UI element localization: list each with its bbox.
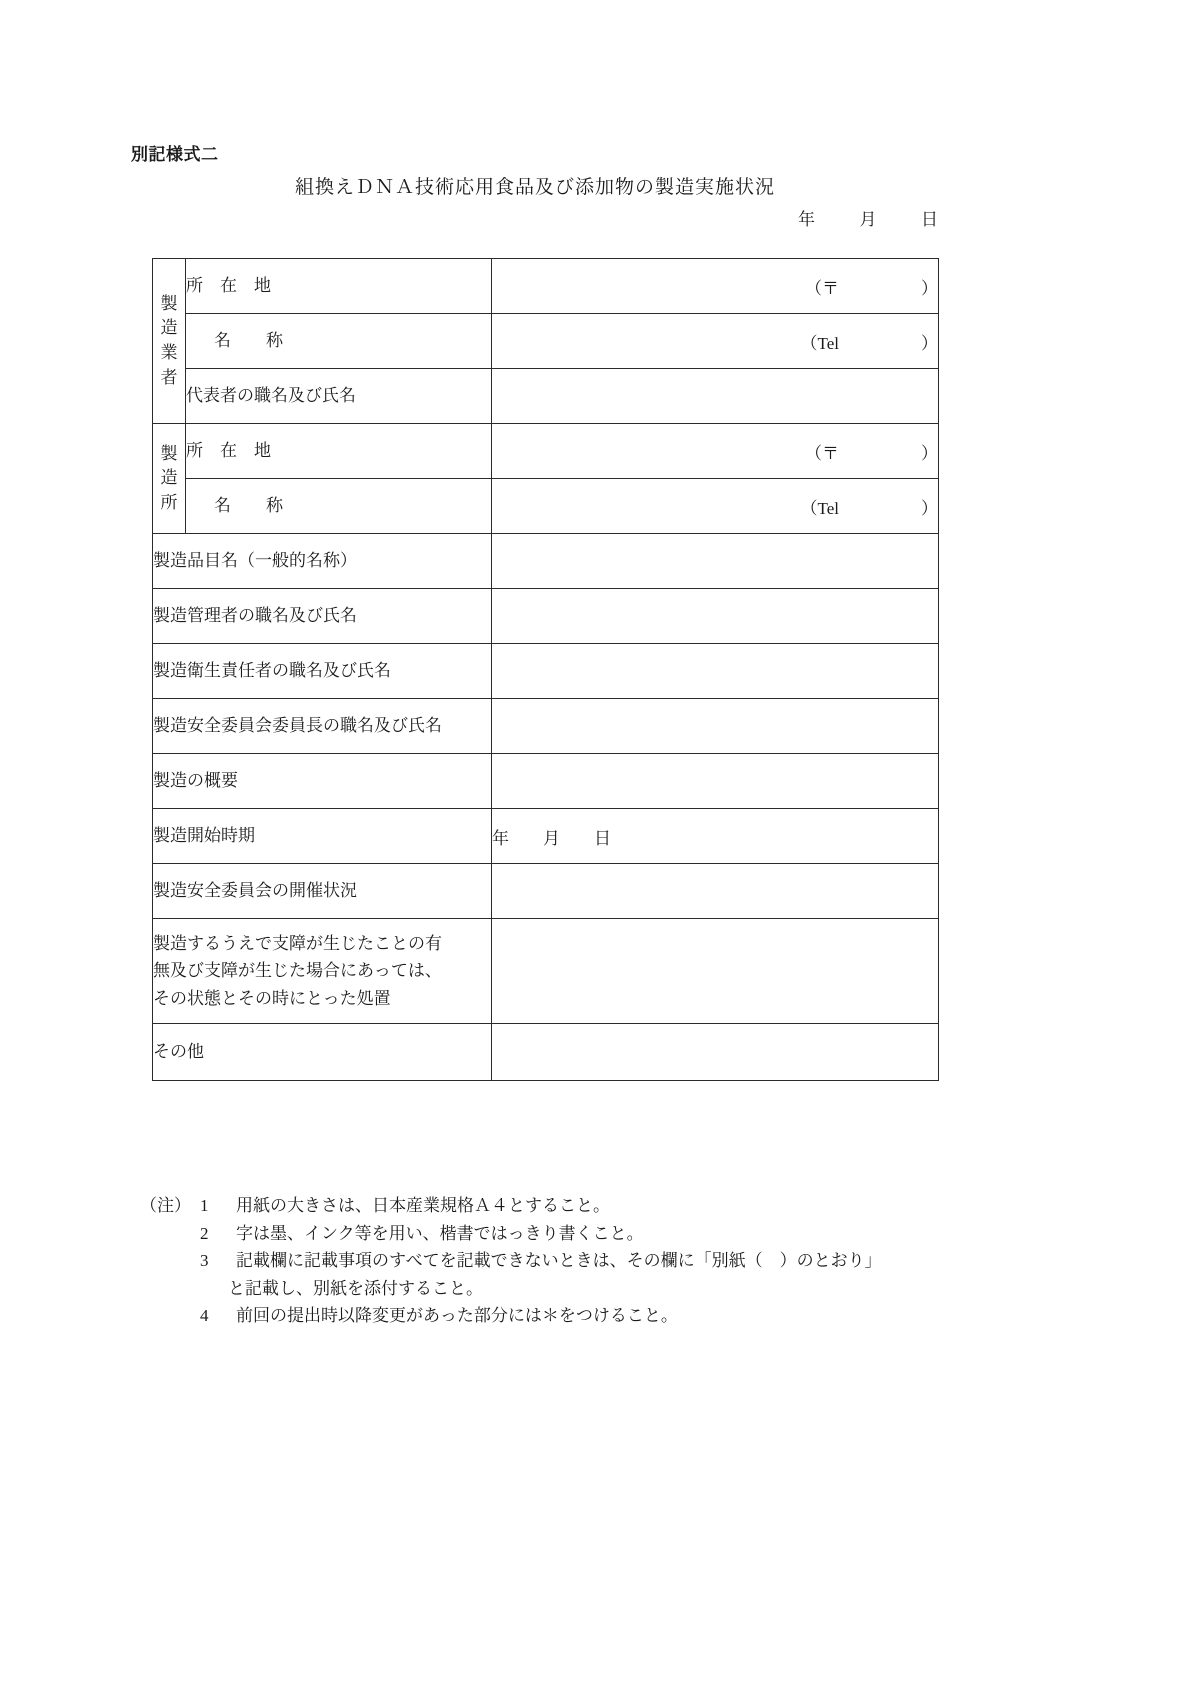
note-text-1: 用紙の大きさは、日本産業規格Ａ４とすること。 bbox=[236, 1196, 610, 1215]
postal-close-factory: ） bbox=[921, 443, 938, 463]
table-row-production-start bbox=[153, 809, 939, 864]
label-factory-name-text: 名 称 bbox=[214, 495, 292, 515]
label-manufacturer-address: 所 在 地 bbox=[186, 259, 492, 314]
table-row-manufacturer-representative bbox=[153, 369, 939, 424]
table-row-production-manager bbox=[153, 589, 939, 644]
note-text-3-continuation: と記載し、別紙を添付すること。 bbox=[228, 1278, 483, 1298]
note-number-1: 1 bbox=[200, 1196, 209, 1215]
table-row-manufacturer-name bbox=[153, 314, 939, 369]
label-factory-name bbox=[186, 479, 492, 534]
label-production-start: 製造開始時期 bbox=[153, 809, 492, 864]
table-row-product-name bbox=[153, 534, 939, 589]
note-text-2: 字は墨、インク等を用い、楷書ではっきり書くこと。 bbox=[236, 1223, 644, 1243]
note-number-4: 4 bbox=[200, 1306, 209, 1326]
label-product-name: 製造品目名（一般的名称） bbox=[153, 534, 492, 589]
table-row-issues bbox=[153, 919, 939, 1024]
tel-close-factory: ） bbox=[921, 498, 938, 518]
group-label-factory-c2: 造 bbox=[160, 468, 178, 488]
notes-section bbox=[140, 1192, 1000, 1330]
document-title: 組換えＤＮＡ技術応用食品及び添加物の製造実施状況 bbox=[294, 177, 775, 198]
form-code-label: 別記様式二 bbox=[131, 145, 219, 165]
label-issues-line1: 製造するうえで支障が生じたことの有 bbox=[153, 933, 442, 953]
production-start-day-label: 日 bbox=[594, 828, 611, 848]
note-item-3 bbox=[140, 1247, 1000, 1275]
application-form-table bbox=[152, 258, 939, 1081]
table-row-safety-committee-chair bbox=[153, 699, 939, 754]
label-issues-line2: 無及び支障が生じた場合にあっては、 bbox=[153, 961, 442, 981]
value-hygiene-manager[interactable] bbox=[492, 644, 939, 699]
value-safety-committee-meetings[interactable] bbox=[492, 864, 939, 919]
postal-open-manufacturer: （〒 bbox=[805, 278, 839, 298]
group-label-manufacturer bbox=[153, 259, 186, 424]
value-factory-name[interactable] bbox=[492, 479, 939, 534]
label-production-manager: 製造管理者の職名及び氏名 bbox=[153, 589, 492, 644]
label-production-outline: 製造の概要 bbox=[153, 754, 492, 809]
group-label-factory-c1: 製 bbox=[160, 443, 178, 463]
label-issues bbox=[153, 919, 492, 1024]
label-hygiene-manager: 製造衛生責任者の職名及び氏名 bbox=[153, 644, 492, 699]
group-label-factory-c3: 所 bbox=[160, 492, 178, 512]
value-product-name[interactable] bbox=[492, 534, 939, 589]
note-item-1 bbox=[140, 1192, 1000, 1220]
value-safety-committee-chair[interactable] bbox=[492, 699, 939, 754]
group-label-manufacturer-c3: 業 bbox=[160, 343, 178, 362]
group-label-manufacturer-c2: 造 bbox=[160, 318, 178, 338]
value-manufacturer-representative[interactable] bbox=[492, 369, 939, 424]
table-row-factory-address bbox=[153, 424, 939, 479]
label-safety-committee-meetings: 製造安全委員会の開催状況 bbox=[153, 864, 492, 919]
table-row-safety-committee-meetings bbox=[153, 864, 939, 919]
value-factory-address[interactable] bbox=[492, 424, 939, 479]
label-issues-line3: その状態とその時にとった処置 bbox=[153, 988, 391, 1008]
label-factory-address: 所 在 地 bbox=[186, 424, 492, 479]
value-manufacturer-name[interactable] bbox=[492, 314, 939, 369]
label-other: その他 bbox=[153, 1024, 492, 1081]
date-day-label: 日 bbox=[921, 210, 938, 229]
table-row-hygiene-manager bbox=[153, 644, 939, 699]
value-manufacturer-address[interactable] bbox=[492, 259, 939, 314]
table-row-production-outline bbox=[153, 754, 939, 809]
production-start-year-label: 年 bbox=[492, 828, 509, 848]
postal-close-manufacturer: ） bbox=[921, 278, 938, 298]
label-manufacturer-representative: 代表者の職名及び氏名 bbox=[186, 369, 492, 424]
date-month-label: 月 bbox=[859, 210, 877, 229]
value-production-outline[interactable] bbox=[492, 754, 939, 809]
postal-open-factory: （〒 bbox=[805, 443, 839, 463]
note-number-2: 2 bbox=[200, 1223, 209, 1243]
note-text-4: 前回の提出時以降変更があった部分には＊をつけること。 bbox=[236, 1306, 678, 1326]
label-manufacturer-name-text: 名 称 bbox=[214, 330, 292, 350]
production-start-month-label: 月 bbox=[543, 828, 560, 848]
tel-open-factory: （Tel bbox=[800, 498, 839, 518]
value-issues[interactable] bbox=[492, 919, 939, 1024]
table-row-other bbox=[153, 1024, 939, 1081]
group-label-manufacturer-c4: 者 bbox=[160, 367, 178, 387]
submission-date-line bbox=[798, 205, 938, 230]
date-year-label: 年 bbox=[798, 210, 815, 229]
table-row-manufacturer-address bbox=[153, 259, 939, 314]
note-text-3: 記載欄に記載事項のすべてを記載できないときは、その欄に「別紙（ ）のとおり」 bbox=[236, 1251, 882, 1271]
note-item-2 bbox=[140, 1220, 1000, 1248]
value-production-start-date[interactable] bbox=[492, 809, 939, 864]
label-manufacturer-name bbox=[186, 314, 492, 369]
group-label-manufacturer-c1: 製 bbox=[160, 293, 178, 313]
value-production-manager[interactable] bbox=[492, 589, 939, 644]
note-number-3: 3 bbox=[200, 1251, 209, 1271]
table-row-factory-name bbox=[153, 479, 939, 534]
value-other[interactable] bbox=[492, 1024, 939, 1081]
tel-open-manufacturer: （Tel bbox=[800, 333, 839, 353]
notes-heading: （注） bbox=[140, 1196, 191, 1215]
note-item-4 bbox=[140, 1302, 1000, 1330]
tel-close-manufacturer: ） bbox=[921, 333, 938, 353]
group-label-factory bbox=[153, 424, 186, 534]
label-safety-committee-chair: 製造安全委員会委員長の職名及び氏名 bbox=[153, 699, 492, 754]
